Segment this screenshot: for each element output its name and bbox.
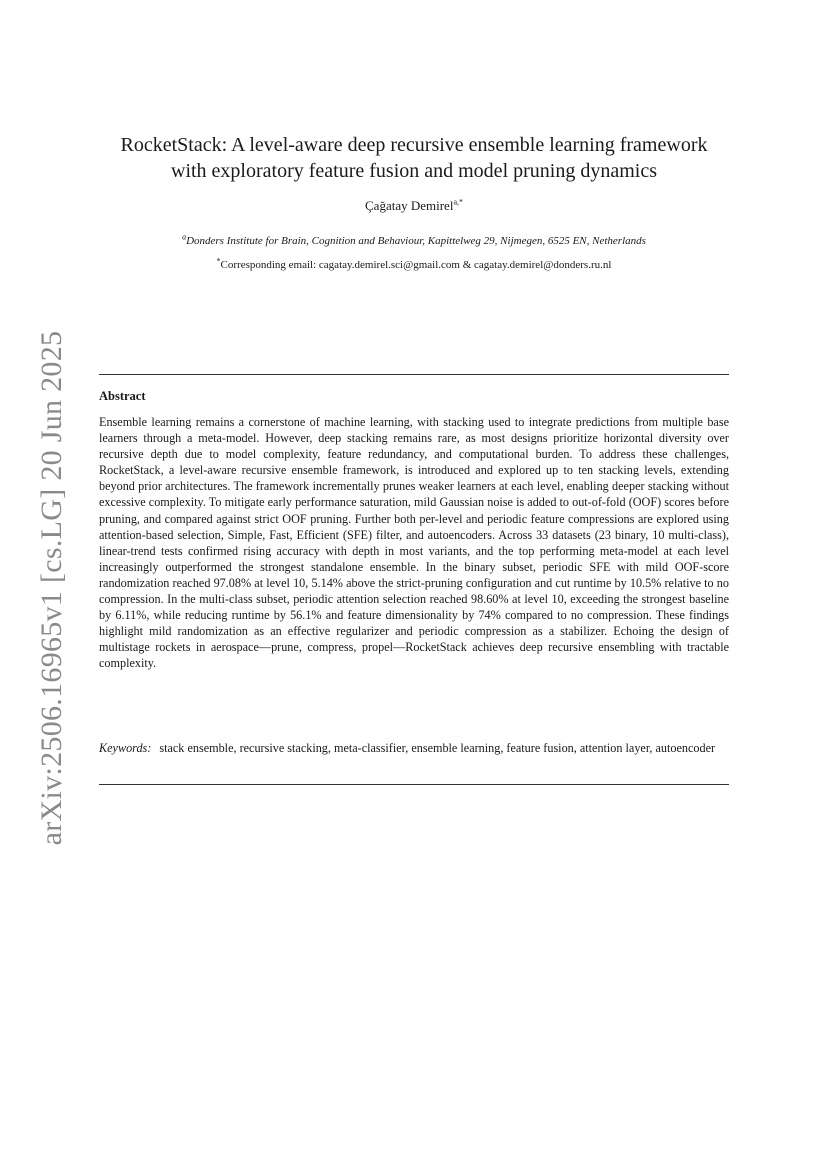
title-line-2: with exploratory feature fusion and model pruning dynamics (171, 160, 657, 182)
corresponding-text: Corresponding email: cagatay.demirel.sci@gmail.com & cagatay.demirel@donders.ru.nl (220, 259, 612, 271)
author-marks: a,* (453, 197, 463, 207)
author-line (0, 198, 828, 214)
affiliation-line (0, 232, 828, 247)
author-name: Çağatay Demirel (365, 198, 454, 213)
abstract-body: Ensemble learning remains a cornerstone of machine learning, with stacking used to integrate predictions from multiple base learners through a meta-model. However, deep stacking remains rare, as most designs prioritize horizontal diversity over recursive depth due to model complexity, feature redundancy, and computational burden. To address these challenges, RocketStack, a level-aware recursive ensemble framework, is introduced and explored up to ten stacking levels, extending beyond prior architectures. The framework incrementally prunes weaker learners at each level, enabling deeper stacking without excessive complexity. To mitigate early performance saturation, mild Gaussian noise is added to out-of-fold (OOF) scores before pruning, and compared against strict OOF pruning. Further both per-level and periodic feature compressions are explored using attention-based selection, Simple, Fast, Efficient (SFE) filter, and autoencoders. Across 33 datasets (23 binary, 10 multi-class), linear-trend tests confirmed rising accuracy with depth in most variants, and the top performing meta-model at each level increasingly outperformed the strongest standalone ensemble. In the binary subset, periodic SFE with mild OOF-score randomization reached 97.08% at level 10, 5.14% above the strict-pruning configuration and cut runtime by 10.5% relative to no compression. In the multi-class subset, periodic attention selection reached 98.60% at level 10, exceeding the strongest baseline by 6.11%, while reducing runtime by 56.1% and feature dimensionality by 74% compared to no compression. These findings highlight mild randomization as an effective regularizer and periodic compression as a stabilizer. Echoing the design of multistage rockets in aerospace—prune, compress, propel—RocketStack achieves deep recursive ensembling with tractable complexity. (99, 415, 729, 671)
title-line-1: RocketStack: A level-aware deep recursive ensemble learning framework (120, 134, 708, 156)
keywords-text: stack ensemble, recursive stacking, meta-classifier, ensemble learning, feature fusion, attention layer, autoencoder (159, 741, 716, 755)
arxiv-identifier: arXiv:2506.16965v1 [cs.LG] 20 Jun 2025 (35, 330, 68, 846)
abstract-heading: Abstract (99, 389, 146, 403)
corresponding-line (0, 256, 828, 271)
keywords (99, 740, 729, 756)
corresponding-mark: * (216, 256, 221, 266)
abstract-top-rule (99, 374, 729, 375)
keywords-label: Keywords: (99, 741, 152, 755)
abstract-bottom-rule (99, 784, 729, 785)
affiliation-mark: a (182, 232, 187, 242)
affiliation-text: Donders Institute for Brain, Cognition and Behaviour, Kapittelweg 29, Nijmegen, 6525 EN, Netherlands (186, 235, 646, 247)
paper-title (0, 132, 828, 184)
